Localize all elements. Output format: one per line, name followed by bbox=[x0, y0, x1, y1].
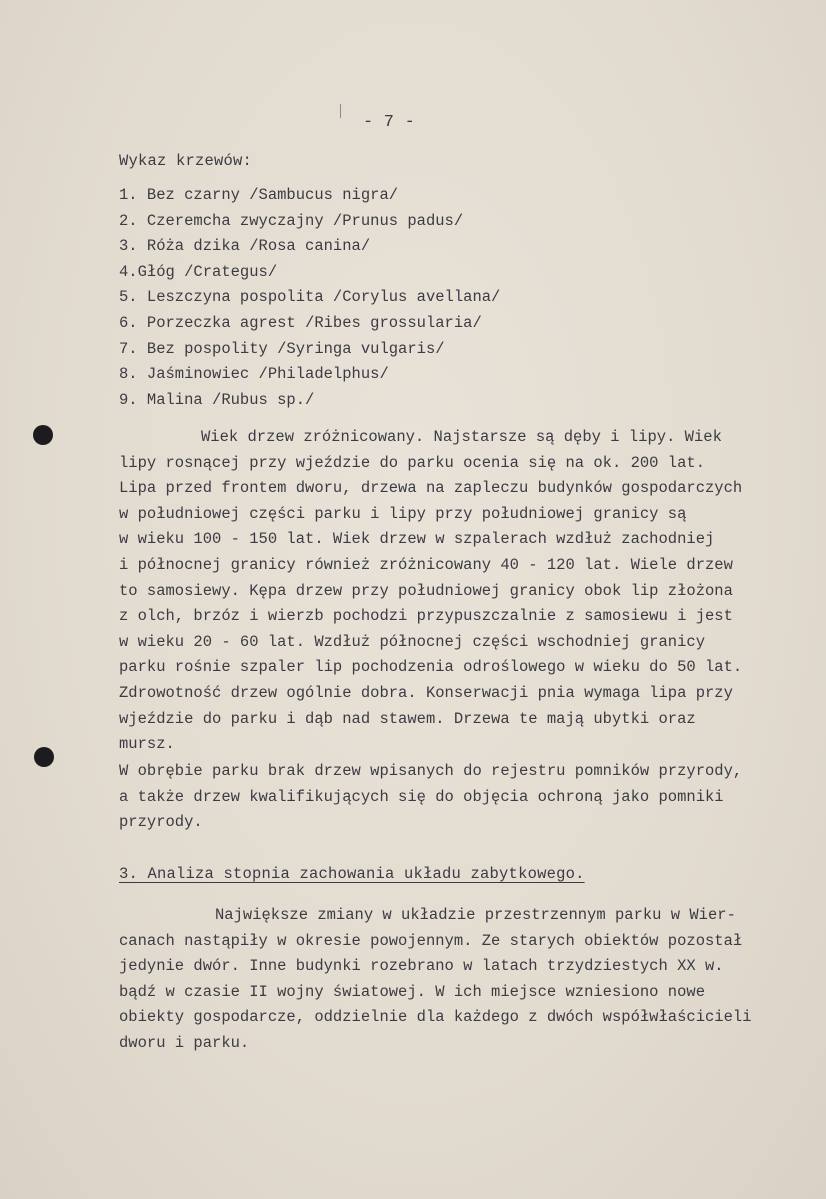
list-item: 8. Jaśminowiec /Philadelphus/ bbox=[119, 365, 389, 384]
punch-hole bbox=[33, 425, 53, 445]
list-item: 5. Leszczyna pospolita /Corylus avellana/ bbox=[119, 288, 501, 307]
list-item: 6. Porzeczka agrest /Ribes grossularia/ bbox=[119, 313, 482, 332]
paragraph-monuments bbox=[119, 762, 742, 839]
text-line: a także drzew kwalifikujących się do objęcia ochroną jako pomniki bbox=[119, 787, 724, 806]
paragraph-layout-analysis bbox=[119, 906, 752, 1060]
text-line: w wieku 100 - 150 lat. Wiek drzew w szpalerach wzdłuż zachodniej bbox=[119, 530, 715, 549]
text-line: jedynie dwór. Inne budynki rozebrano w latach trzydziestych XX w. bbox=[119, 957, 724, 976]
text-line: Zdrowotność drzew ogólnie dobra. Konserwacji pnia wymaga lipa przy bbox=[119, 683, 733, 702]
list-item: 4.Głóg /Crategus/ bbox=[119, 262, 278, 281]
text-line: przyrody. bbox=[119, 813, 203, 832]
text-line: lipy rosnącej przy wjeździe do parku ocenia się na ok. 200 lat. bbox=[119, 453, 705, 472]
text-line: Największe zmiany w układzie przestrzennym parku w Wier- bbox=[215, 906, 736, 924]
list-item: 2. Czeremcha zwyczajny /Prunus padus/ bbox=[119, 211, 464, 230]
paragraph-tree-age bbox=[119, 428, 742, 761]
text-line: mursz. bbox=[119, 735, 175, 754]
list-item: 9. Malina /Rubus sp./ bbox=[119, 390, 315, 409]
text-line: parku rośnie szpaler lip pochodzenia odroślowego w wieku do 50 lat. bbox=[119, 658, 743, 677]
page-number: - 7 - bbox=[363, 113, 416, 132]
text-line: i północnej granicy również zróżnicowany 40 - 120 lat. Wiele drzew bbox=[119, 555, 733, 574]
text-line: wjeździe do parku i dąb nad stawem. Drzewa te mają ubytki oraz bbox=[119, 709, 696, 728]
text-line: obiekty gospodarcze, oddzielnie dla każdego z dwóch współwłaścicieli bbox=[119, 1008, 752, 1027]
text-line: to samosiewy. Kępa drzew przy południowej granicy obok lip złożona bbox=[119, 581, 733, 600]
shrub-list bbox=[119, 186, 500, 416]
text-line: canach nastąpiły w okresie powojennym. Ze starych obiektów pozostał bbox=[119, 931, 743, 950]
list-item: 1. Bez czarny /Sambucus nigra/ bbox=[119, 186, 399, 204]
list-item: 7. Bez pospolity /Syringa vulgaris/ bbox=[119, 339, 445, 358]
list-item: 3. Róża dzika /Rosa canina/ bbox=[119, 237, 371, 256]
text-line: w południowej części parku i lipy przy południowej granicy są bbox=[119, 504, 687, 523]
pen-mark bbox=[340, 104, 341, 118]
text-line: Lipa przed frontem dworu, drzewa na zapleczu budynków gospodarczych bbox=[119, 479, 743, 498]
shrub-list-title: Wykaz krzewów: bbox=[119, 152, 253, 170]
text-line: bądź w czasie II wojny światowej. W ich miejsce wzniesiono nowe bbox=[119, 982, 705, 1001]
text-line: Wiek drzew zróżnicowany. Najstarsze są dęby i lipy. Wiek bbox=[201, 428, 722, 446]
text-line: dworu i parku. bbox=[119, 1033, 250, 1052]
punch-hole bbox=[34, 747, 54, 767]
text-line: z olch, brzóz i wierzb pochodzi przypuszczalnie z samosiewu i jest bbox=[119, 607, 733, 626]
section-heading: 3. Analiza stopnia zachowania układu zabytkowego. bbox=[119, 865, 585, 883]
text-line: W obrębie parku brak drzew wpisanych do rejestru pomników przyrody, bbox=[119, 762, 743, 780]
text-line: w wieku 20 - 60 lat. Wzdłuż północnej części wschodniej granicy bbox=[119, 632, 705, 651]
